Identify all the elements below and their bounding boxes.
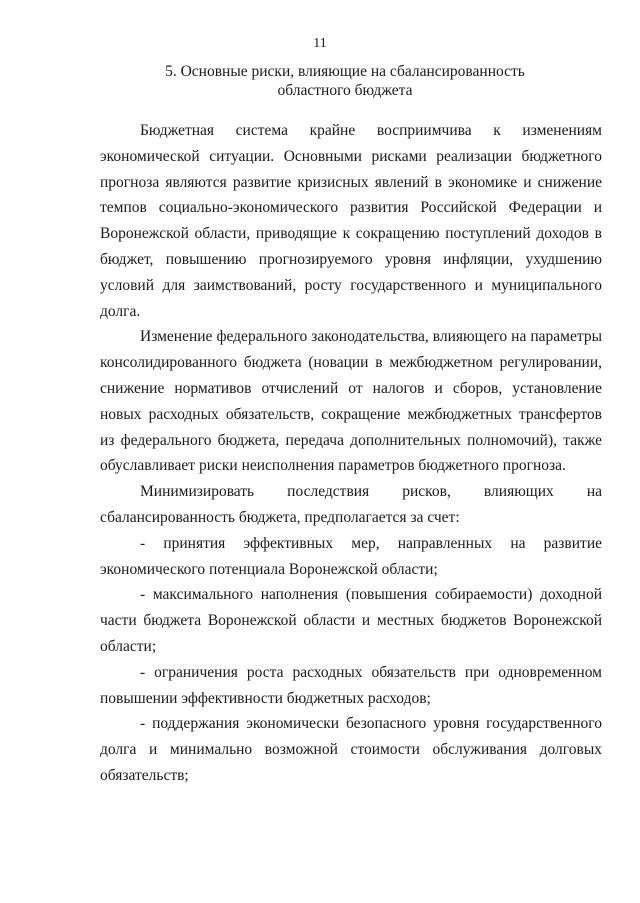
paragraph-legislation-changes: Изменение федерального законодательства, влияющего на параметры консолидированного бюджета (новации в межбюджетном регулировании, снижение нормативов отчислений от налогов и сборов, установление новых расходных обязательств, сокращение межбюджетных трансфертов из федерального бюджета, передача дополнительных полномочий), также обуславливает риски неисполнения параметров бюджетного прогноза.	[100, 328, 602, 475]
document-body	[100, 118, 602, 789]
list-item-expenditure-limits: - ограничения роста расходных обязательств при одновременном повышении эффективности бюджетных расходов;	[100, 663, 602, 707]
page-number: 11	[313, 36, 327, 51]
list-item-debt-level: - поддержания экономически безопасного уровня государственного долга и минимально возможной стоимости обслуживания долговых обязательств;	[100, 715, 602, 784]
section-title-line-1: 5. Основные риски, влияющие на сбалансированность	[165, 63, 525, 80]
paragraph-minimize-consequences: Минимизировать последствия рисков, влияющих на сбалансированность бюджета, предполагается за счет:	[100, 483, 602, 526]
section-title-line-2: областного бюджета	[277, 82, 413, 99]
section-title	[150, 62, 540, 100]
list-item-revenue-collection: - максимального наполнения (повышения собираемости) доходной части бюджета Воронежской области и местных бюджетов Воронежской области;	[100, 586, 602, 655]
paragraph-budget-risks: Бюджетная система крайне восприимчива к изменениям экономической ситуации. Основными рисками реализации бюджетного прогноза являются развитие кризисных явлений в экономике и снижение темпов социально-экономического развития Российской Федерации и Воронежской области, приводящие к сокращению поступлений доходов в бюджет, повышению прогнозируемого уровня инфляции, ухудшению условий для заимствований, росту государственного и муниципального долга.	[100, 122, 602, 320]
list-item-economic-potential: - принятия эффективных мер, направленных на развитие экономического потенциала Воронежской области;	[100, 534, 602, 578]
